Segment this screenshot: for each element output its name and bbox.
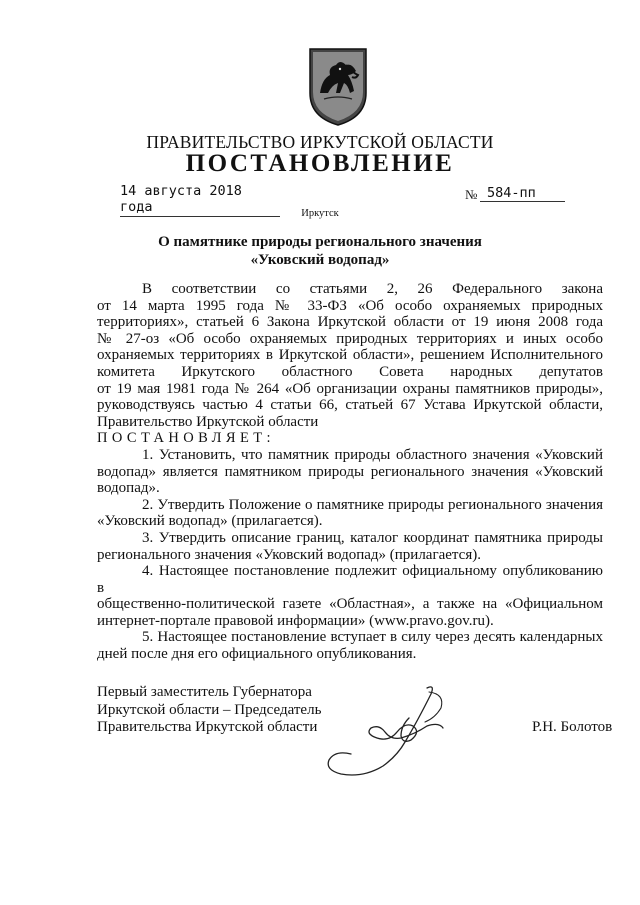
- list-item: [97, 563, 603, 629]
- text-line: 5. Настоящее постановление вступает в силу через десять календарных: [142, 629, 603, 646]
- text-line: «Уковский водопад» (прилагается).: [97, 513, 323, 530]
- document-number: 584-пп: [480, 185, 565, 202]
- preamble-paragraph: [97, 281, 603, 430]
- document-subject: [0, 233, 640, 269]
- city-label: Иркутск: [301, 208, 339, 219]
- resolves-heading: ПОСТАНОВЛЯЕТ:: [97, 430, 275, 447]
- text-line: охраняемых территориях в Иркутской области», решением Исполнительного: [97, 347, 603, 364]
- text-line: руководствуясь частью 4 статьи 66, статьей 67 Устава Иркутской области,: [97, 397, 603, 414]
- subject-line: О памятнике природы регионального значения: [158, 234, 482, 250]
- text-line: 1. Установить, что памятник природы областного значения «Уковский: [142, 446, 603, 463]
- handwritten-signature: [305, 682, 465, 782]
- list-item: [97, 447, 603, 497]
- text-line: № 27-оз «Об особо охраняемых природных территориях и иных особо: [97, 330, 603, 347]
- signer-position: [97, 684, 321, 737]
- number-sign: №: [465, 187, 478, 202]
- document-date: 14 августа 2018 года: [120, 183, 280, 217]
- coat-of-arms-emblem: [306, 45, 370, 127]
- list-item: [97, 497, 603, 530]
- document-body: [97, 281, 603, 663]
- text-line: от 19 мая 1981 года № 264 «Об организации охраны памятников природы»,: [97, 380, 603, 397]
- text-line: водопад».: [97, 480, 160, 497]
- subject-line: «Уковский водопад»: [250, 252, 390, 268]
- signer-position-line: Иркутской области – Председатель: [97, 701, 322, 718]
- text-line: 3. Утвердить описание границ, каталог координат памятника природы: [142, 529, 603, 546]
- text-line: интернет-портале правовой информации» (www.pravo.gov.ru).: [97, 612, 494, 629]
- text-line: комитета Иркутского областного Совета народных депутатов: [97, 363, 603, 380]
- text-line: Правительство Иркутской области: [97, 413, 319, 430]
- text-line: водопад» является памятником природы регионального значения «Уковский: [97, 463, 603, 480]
- signer-position-line: Первый заместитель Губернатора: [97, 684, 312, 700]
- text-line: 2. Утвердить Положение о памятнике природы регионального значения: [142, 496, 603, 513]
- signer-position-line: Правительства Иркутской области: [97, 719, 318, 735]
- government-title: ПРАВИТЕЛЬСТВО ИРКУТСКОЙ ОБЛАСТИ: [146, 132, 494, 152]
- list-item: [97, 530, 603, 563]
- text-line: дней после дня его официального опубликования.: [97, 646, 417, 663]
- text-line: территориях», статьей 6 Закона Иркутской области от 19 июня 2008 года: [97, 314, 603, 331]
- text-line: 4. Настоящее постановление подлежит официальному опубликованию в: [97, 563, 603, 596]
- text-line: от 14 марта 1995 года № 33-ФЗ «Об особо охраняемых природных: [97, 297, 603, 314]
- text-line: В соответствии со статьями 2, 26 Федерального закона: [142, 281, 603, 297]
- signer-name: Р.Н. Болотов: [532, 719, 613, 735]
- text-line: общественно-политической газете «Областная», а также на «Официальном: [97, 596, 603, 613]
- list-item: [97, 629, 603, 662]
- document-type-heading: ПОСТАНОВЛЕНИЕ: [185, 150, 455, 177]
- text-line: регионального значения «Уковский водопад» (прилагается).: [97, 546, 481, 563]
